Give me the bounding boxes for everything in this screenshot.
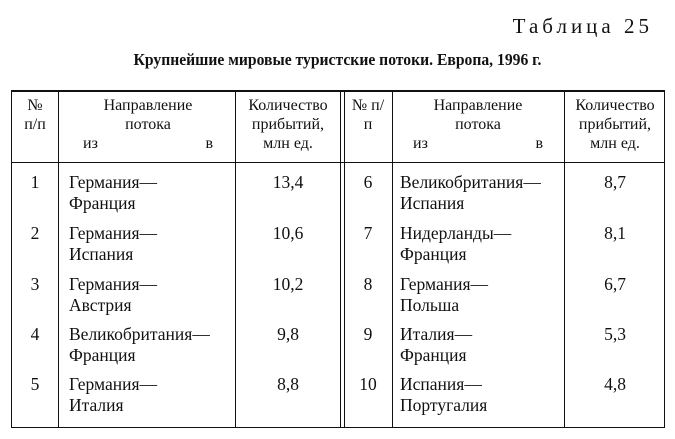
row-direction xyxy=(69,172,235,214)
direction-line: Испания— xyxy=(400,374,482,394)
header-to: в xyxy=(205,135,213,152)
direction-line: Великобритания— xyxy=(69,324,210,344)
row-direction xyxy=(69,374,235,416)
direction-line: Германия— xyxy=(69,274,158,294)
direction-line: Португалия xyxy=(400,395,488,415)
row-value: 8,7 xyxy=(604,172,626,192)
direction-line: Великобритания— xyxy=(400,172,541,192)
direction-line: Германия— xyxy=(69,223,158,243)
row-number: 1 xyxy=(30,172,40,192)
row-number: 10 xyxy=(359,374,377,394)
data-table xyxy=(11,90,665,428)
header-direction xyxy=(393,96,563,153)
direction-line: Германия— xyxy=(69,172,158,192)
grid-line xyxy=(340,90,341,428)
row-value: 10,2 xyxy=(272,274,304,294)
row-number: 9 xyxy=(363,324,373,344)
row-direction xyxy=(400,223,564,265)
bottom-rule xyxy=(11,427,665,428)
row-value: 10,6 xyxy=(272,223,304,243)
row-number: 7 xyxy=(363,223,373,243)
direction-line: Нидерланды— xyxy=(400,223,512,243)
row-direction xyxy=(69,324,235,366)
header-from-to xyxy=(411,134,545,153)
row-value: 13,4 xyxy=(272,172,304,192)
direction-line: Германия— xyxy=(69,374,158,394)
row-number: 6 xyxy=(363,172,373,192)
row-direction xyxy=(400,172,564,214)
table-label: Таблица 25 xyxy=(512,14,653,38)
header-num: № п/п xyxy=(351,97,385,133)
header-direction-label: Направление потока xyxy=(433,97,523,133)
row-number: 8 xyxy=(363,274,373,294)
direction-line: Италия— xyxy=(400,324,473,344)
row-value: 5,3 xyxy=(604,324,626,344)
direction-line: Германия— xyxy=(400,274,489,294)
header-num: № п/п xyxy=(24,97,46,133)
header-direction-label: Направление потока xyxy=(103,97,193,133)
direction-line: Польша xyxy=(400,295,460,315)
grid-line xyxy=(664,90,665,428)
direction-line: Франция xyxy=(400,244,467,264)
grid-line xyxy=(235,90,236,428)
row-value: 4,8 xyxy=(604,374,626,394)
grid-line xyxy=(344,90,345,428)
direction-line: Франция xyxy=(69,193,136,213)
row-value: 6,7 xyxy=(604,274,626,294)
row-direction xyxy=(400,274,564,316)
direction-line: Испания xyxy=(400,193,465,213)
table-title: Крупнейшие мировые туристские потоки. Европа, 1996 г. xyxy=(133,50,542,69)
header-from: из xyxy=(413,135,428,152)
row-direction xyxy=(69,274,235,316)
row-direction xyxy=(69,223,235,265)
header-count: Количество прибытий, млн ед. xyxy=(248,97,328,152)
direction-line: Австрия xyxy=(69,295,132,315)
direction-line: Франция xyxy=(69,345,136,365)
direction-line: Италия xyxy=(69,395,124,415)
row-direction xyxy=(400,324,564,366)
direction-line: Испания xyxy=(69,244,134,264)
top-rule xyxy=(11,90,665,92)
header-direction xyxy=(61,96,235,153)
row-direction xyxy=(400,374,564,416)
direction-line: Франция xyxy=(400,345,467,365)
header-from: из xyxy=(83,135,98,152)
header-to: в xyxy=(535,135,543,152)
row-value: 8,1 xyxy=(604,223,626,243)
header-count: Количество прибытий, млн ед. xyxy=(575,97,655,152)
row-number: 4 xyxy=(30,324,40,344)
row-value: 8,8 xyxy=(277,374,299,394)
header-rule xyxy=(11,162,665,163)
row-number: 2 xyxy=(30,223,40,243)
grid-line xyxy=(58,90,59,428)
grid-line xyxy=(564,90,565,428)
row-number: 3 xyxy=(30,274,40,294)
grid-line xyxy=(11,90,12,428)
header-from-to xyxy=(81,134,215,153)
row-number: 5 xyxy=(30,374,40,394)
row-value: 9,8 xyxy=(277,324,299,344)
